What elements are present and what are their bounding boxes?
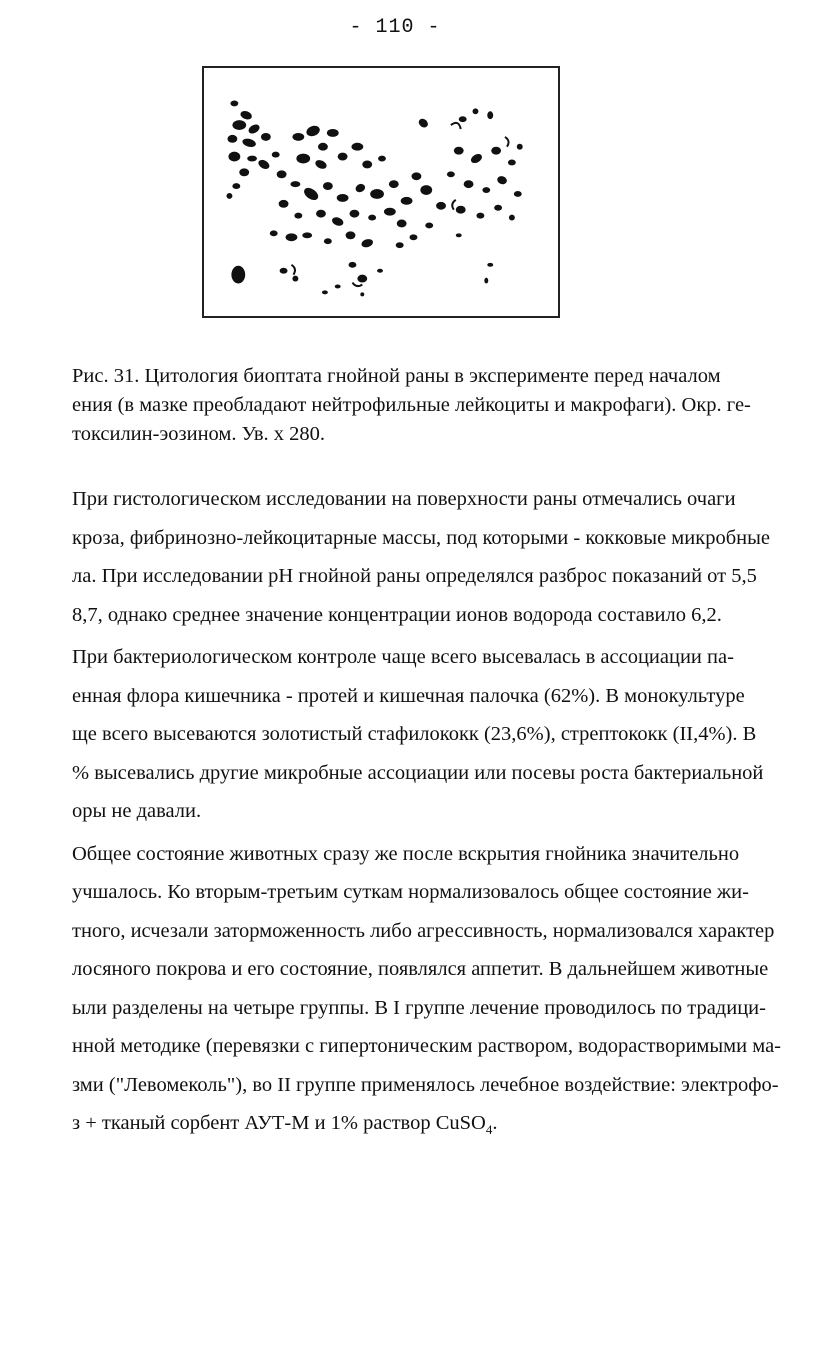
paragraph (72, 638, 792, 831)
paragraph (72, 480, 792, 634)
text-line: % высевались другие микробные ассоциации или посевы роста бактериальной (72, 761, 764, 784)
formula-subscript: 4 (485, 1122, 493, 1138)
text-line: оры не давали. (72, 800, 202, 822)
text-line: кроза, фибринозно-лейкоцитарные массы, под которыми - кокковые микробные (72, 526, 770, 549)
text-line: Общее состояние животных сразу же после вскрытия гнойника значительно (72, 842, 740, 865)
text-line: лосяного покрова и его состояние, появлялся аппетит. В дальнейшем животные (72, 958, 769, 980)
text-line (72, 1104, 792, 1143)
caption-line: Рис. 31. Цитология биоптата гнойной раны в эксперименте перед началом (72, 365, 721, 387)
figure-frame (202, 66, 560, 318)
text-line: ла. При исследовании рН гнойной раны определялся разброс показаний от 5,5 (72, 565, 757, 587)
figure-caption (72, 362, 772, 449)
paragraph (72, 835, 792, 1143)
text-line: 8,7, однако среднее значение концентрации ионов водорода составило 6,2. (72, 603, 722, 626)
formula-period: . (492, 1112, 498, 1134)
caption-line: ения (в мазке преобладают нейтрофильные лейкоциты и макрофаги). Окр. ге- (72, 394, 751, 416)
text-line: енная флора кишечника - протей и кишечная палочка (62%). В монокультуре (72, 684, 745, 707)
caption-line: токсилин-эозином. Ув. х 280. (72, 423, 326, 445)
page-number: - 110 - (349, 16, 441, 39)
body-text (72, 480, 792, 1143)
text-line: ыли разделены на четыре группы. В I группе лечение проводилось по традици- (72, 996, 766, 1019)
text-line: тного, исчезали заторможенность либо агрессивность, нормализовался характер (72, 919, 775, 942)
text-line: При гистологическом исследовании на поверхности раны отмечались очаги (72, 488, 736, 510)
cytology-smear-image (204, 68, 558, 316)
text-line: При бактериологическом контроле чаще всего высевалась в ассоциации па- (72, 646, 734, 668)
formula-text: з + тканый сорбент АУТ-М и 1% раствор CuSO (72, 1112, 486, 1134)
text-line: зми ("Левомеколь"), во II группе применялось лечебное воздействие: электрофо- (72, 1073, 779, 1096)
text-line: нной методике (перевязки с гипертоническим раствором, водорастворимыми ма- (72, 1035, 781, 1057)
text-line: ще всего высеваются золотистый стафилококк (23,6%), стрептококк (II,4%). В (72, 723, 757, 745)
text-line: учшалось. Ко вторым-третьим суткам нормализовалось общее состояние жи- (72, 881, 749, 903)
